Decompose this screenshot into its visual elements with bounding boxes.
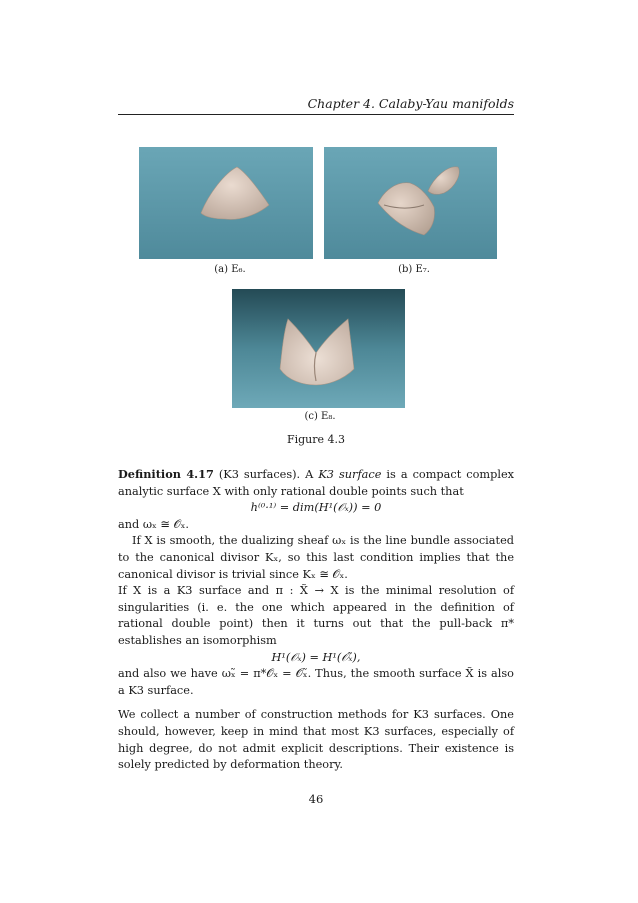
running-header: Chapter 4. Calaby-Yau manifolds [118,96,514,115]
definition-text-b: is a compact complex analytic surface X with only rational double points such that [118,468,514,498]
definition-text-a: A [300,468,319,481]
definition-label: (K3 surfaces). [218,468,301,481]
e6-surface-render [139,147,313,259]
caption-b: (b) E₇. [398,264,430,275]
equation-iso: H¹(𝒪ₓ) = H¹(𝒪ₓ̃), [271,650,361,664]
figure-e8-image [232,289,405,408]
figure-number: Figure 4.3 [286,433,346,446]
defined-term: K3 surface [318,468,382,481]
definition-after: and ωₓ ≅ 𝒪ₓ. [118,517,189,531]
definition-title: Definition 4.17 [118,467,214,481]
paragraph-pullback: and also we have ωₓ̃ = π*𝒪ₓ = 𝒪ₓ̃. Thus, the smooth surface X̃ is also a K3 surface. [118,667,514,697]
paragraph-construction: We collect a number of construction methods for K3 surfaces. One should, however, keep in mind that most K3 surfaces, especially of high degree, do not admit explicit descriptions. Their existence is solely predicted by deformation theory. [118,708,514,772]
e7-surface-render [324,147,497,259]
paragraph-smooth: If X is smooth, the dualizing sheaf ωₓ is the line bundle associated to the canonical divisor Kₓ, so this last condition implies that the canonical divisor is trivial since Kₓ ≅ 𝒪ₓ. [118,534,514,581]
page-number: 46 [308,792,324,806]
equation-h01: h⁽⁰·¹⁾ = dim(H¹(𝒪ₓ)) = 0 [250,501,382,515]
figure-e7-image [324,147,497,259]
paragraph-resolution: If X is a K3 surface and π : X̃ → X is the minimal resolution of singularities (i. e. the one which appeared in the definition of rational double point) then it turns out that the pull-back π* establishes an isomorphism [118,584,514,647]
body-text [118,466,514,774]
caption-c: (c) E₈. [304,411,336,422]
caption-a: (a) E₆. [214,264,246,275]
figure-e6-image [139,147,313,259]
e8-surface-render [232,289,405,408]
definition-paragraph [118,466,514,500]
